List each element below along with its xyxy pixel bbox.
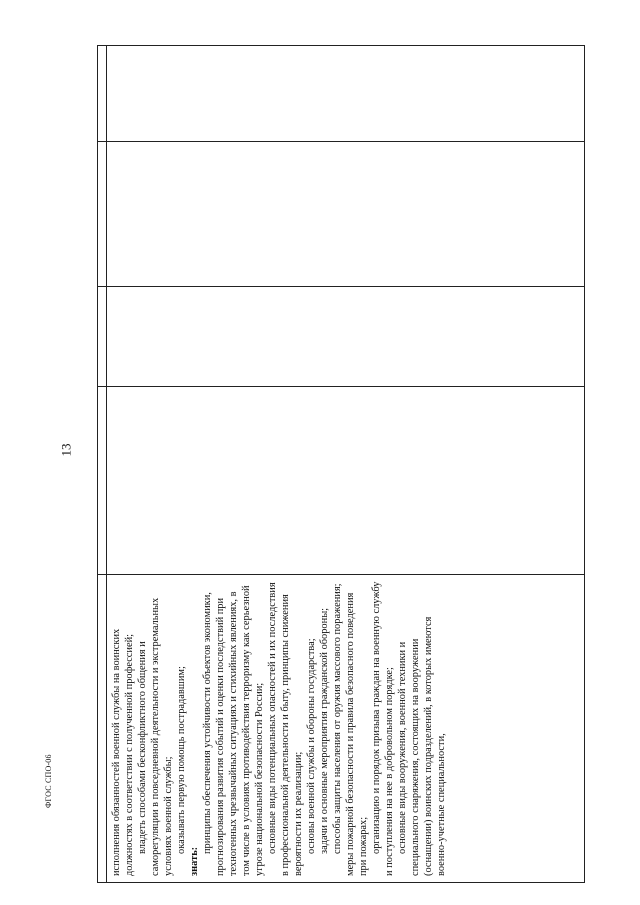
- cell-paragraph: исполнения обязанностей военной службы на воинских должностях в соответствии с полученной профессией;: [111, 628, 135, 876]
- table-column-divider-2: [98, 386, 584, 387]
- table-top-rule: [106, 46, 107, 882]
- cell-paragraph: задачи и основные мероприятия гражданской обороны;: [319, 607, 330, 854]
- cell-paragraph: оказывать первую помощь пострадавшим;: [176, 666, 187, 854]
- cell-paragraph: принципы обеспечения устойчивости объектов экономики, прогнозирования развития событий и оценки последствий при техногенных чрезвычайных ситуациях и стихийных явлениях, в том числе в условиях противодействия терроризму как серьезной угрозе национальной безопасности России;: [202, 585, 265, 876]
- cell-paragraph: организацию и порядок призыва граждан на военную службу и поступления на нее в добровольном порядке;: [371, 581, 395, 876]
- page-number: 13: [58, 443, 74, 457]
- cell-paragraph: основные виды потенциальных опасностей и их последствия в профессиональной деятельности и быту, принципы снижения вероятности их реализации;: [267, 582, 304, 876]
- table-column-divider-1: [98, 574, 584, 575]
- competency-table: [97, 45, 585, 883]
- cell-paragraph: способы защиты населения от оружия массового поражения; меры пожарной безопасности и правила безопасного поведения при пожарах;: [332, 583, 369, 876]
- table-column-divider-4: [98, 141, 584, 142]
- table-column-divider-3: [98, 286, 584, 287]
- requirements-cell: [110, 581, 448, 876]
- cell-paragraph: основы военной службы и обороны государства;: [306, 638, 317, 854]
- document-footer: ФГОС СПО-06: [44, 754, 53, 808]
- cell-paragraph: знать:: [189, 846, 200, 876]
- cell-paragraph: основные виды вооружения, военной техники и специального снаряжения, состоящих на вооружении (оснащении) воинских подразделений, в которых имеются военно-учетные специальности,: [397, 616, 447, 876]
- rotated-table-frame: [97, 45, 585, 883]
- cell-paragraph: владеть способами бесконфликтного общения и саморегуляции в повседневной деятельности и экстремальных условиях военной службы;: [137, 597, 174, 876]
